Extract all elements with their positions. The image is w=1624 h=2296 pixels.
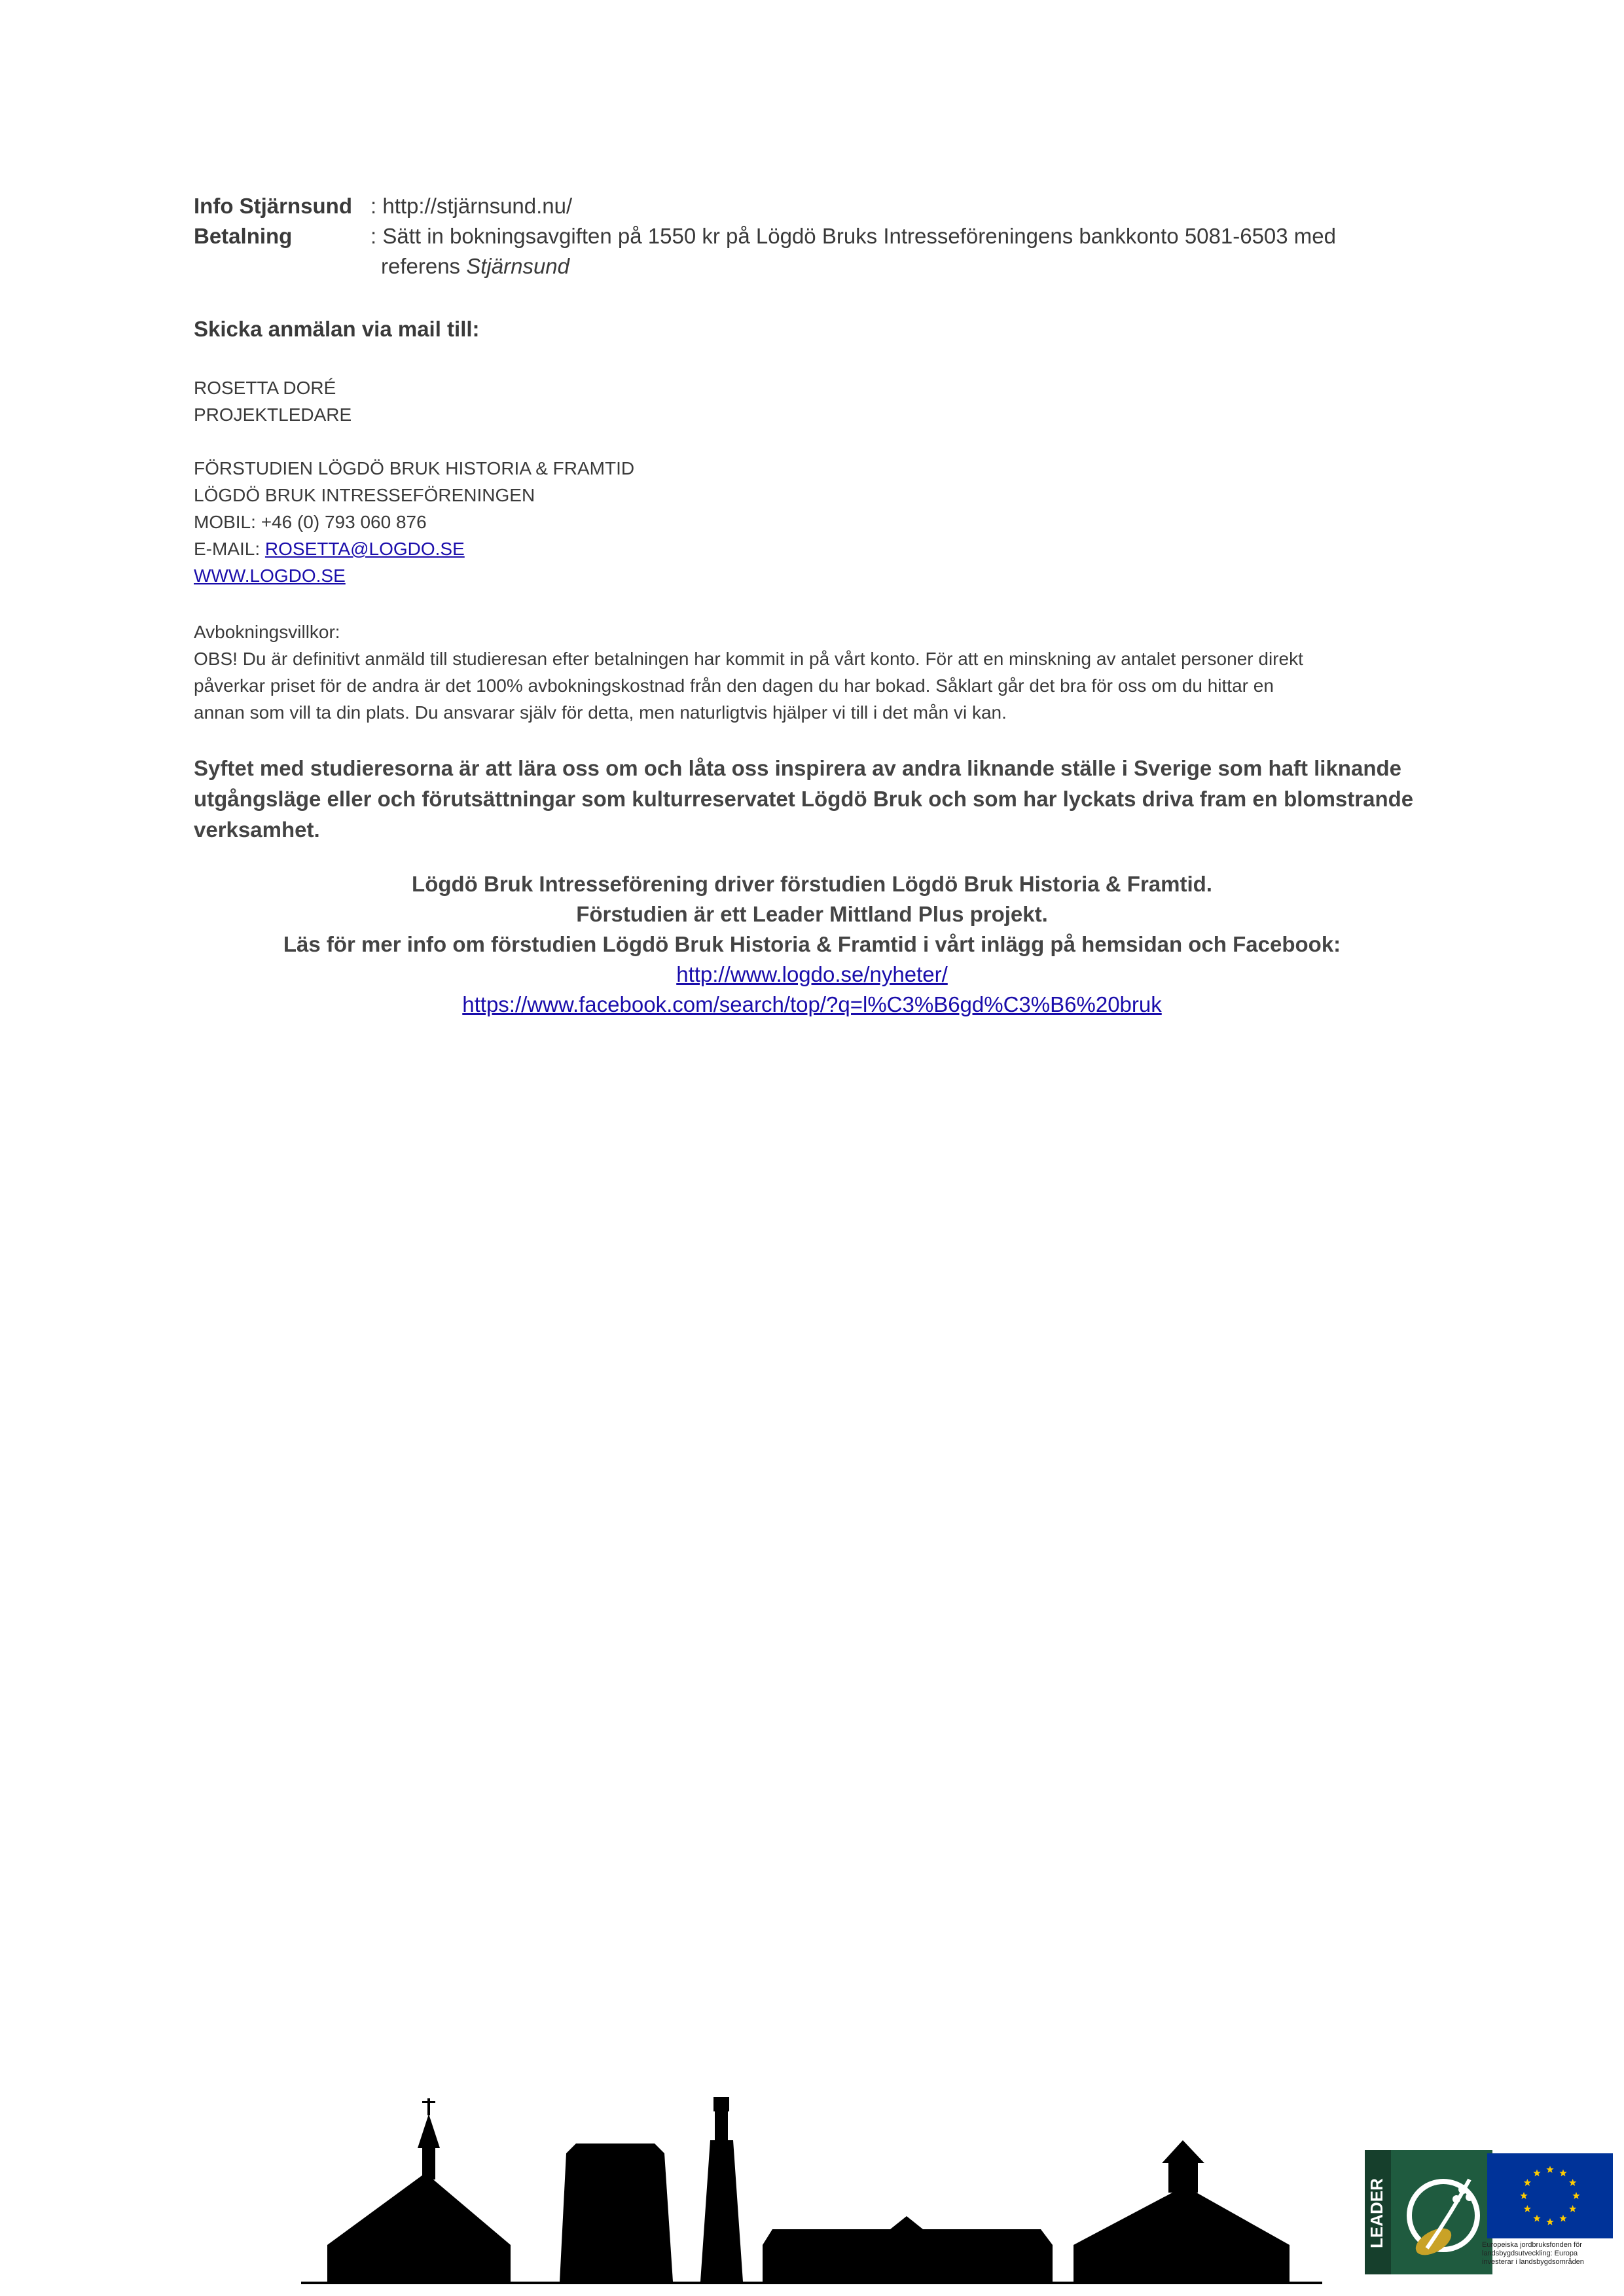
contact-role: PROJEKTLEDARE (194, 404, 352, 425)
purpose-line2: utgångsläge eller och förutsättningar som kulturreservatet Lögdö Bruk och som har lyckats driva fram en blomstrande (194, 787, 1414, 811)
contact-block (194, 374, 634, 589)
cancellation-block (194, 619, 1303, 726)
purpose-line3: verksamhet. (194, 817, 320, 842)
leader-logo-text: LEADER (1367, 2178, 1386, 2248)
cancellation-heading: Avbokningsvillkor: (194, 622, 340, 642)
eu-flag-icon (1487, 2153, 1613, 2238)
eu-caption-line3: investerar i landsbygdsområden (1482, 2258, 1584, 2266)
eu-caption-line1: Europeiska jordbruksfonden för (1482, 2241, 1582, 2249)
cancellation-line2: påverkar priset för de andra är det 100% avbokningskostnad från den dagen du har bokad. Såklart går det bra för oss om du hittar en (194, 675, 1274, 696)
eu-caption (1482, 2241, 1619, 2267)
purpose-line1: Syftet med studieresorna är att lära oss om och låta oss inspirera av andra liknande ställe i Sverige som haft liknande (194, 756, 1401, 780)
contact-email-link[interactable]: ROSETTA@LOGDO.SE (264, 539, 465, 559)
contact-project: FÖRSTUDIEN LÖGDÖ BRUK HISTORIA & FRAMTID (194, 458, 635, 478)
cancellation-line3: annan som vill ta din plats. Du ansvarar själv för detta, men naturligtvis hjälper vi till i det mån vi kan. (194, 702, 1007, 723)
contact-email-line (194, 535, 634, 562)
contact-mobile: MOBIL: +46 (0) 793 060 876 (194, 512, 427, 532)
contact-org: LÖGDÖ BRUK INTRESSEFÖRENINGEN (194, 485, 535, 505)
project-info-block (0, 869, 1624, 1020)
contact-name: ROSETTA DORÉ (194, 378, 336, 398)
contact-website-link[interactable]: WWW.LOGDO.SE (194, 565, 346, 586)
purpose-paragraph (194, 753, 1437, 845)
news-link[interactable]: http://www.logdo.se/nyheter/ (676, 962, 948, 986)
payment-label: Betalning (194, 224, 293, 248)
eu-caption-line2: landsbygdsutveckling: Europa (1482, 2250, 1578, 2257)
info-stjarnsund-value[interactable]: : http://stjärnsund.nu/ (370, 194, 573, 218)
project-info-line3: Läs för mer info om förstudien Lögdö Bruk Historia & Framtid i vårt inlägg på hemsidan och Facebook: (283, 932, 1341, 956)
signup-heading: Skicka anmälan via mail till: (194, 317, 480, 341)
info-stjarnsund-label: Info Stjärnsund (194, 194, 352, 218)
payment-line1: : Sätt in bokningsavgiften på 1550 kr på Lögdö Bruks Intresseföreningens bankkonto 5081-6503 med (370, 224, 1336, 248)
leader-logo (1365, 2150, 1492, 2274)
project-info-line2: Förstudien är ett Leader Mittland Plus projekt. (576, 902, 1048, 926)
payment-reference: Stjärnsund (466, 254, 569, 278)
contact-email-prefix: E-MAIL: (194, 539, 265, 559)
cancellation-line1: OBS! Du är definitivt anmäld till studieresan efter betalningen har kommit in på vårt konto. För att en minskning av antalet personer direkt (194, 649, 1303, 669)
facebook-link[interactable]: https://www.facebook.com/search/top/?q=l%C3%B6gd%C3%B6%20bruk (462, 992, 1162, 1016)
payment-line2 (381, 251, 569, 281)
logdo-skyline-illustration (301, 2088, 1322, 2284)
payment-reference-prefix: referens (381, 254, 467, 278)
project-info-line1: Lögdö Bruk Intresseförening driver förstudien Lögdö Bruk Historia & Framtid. (412, 872, 1212, 896)
